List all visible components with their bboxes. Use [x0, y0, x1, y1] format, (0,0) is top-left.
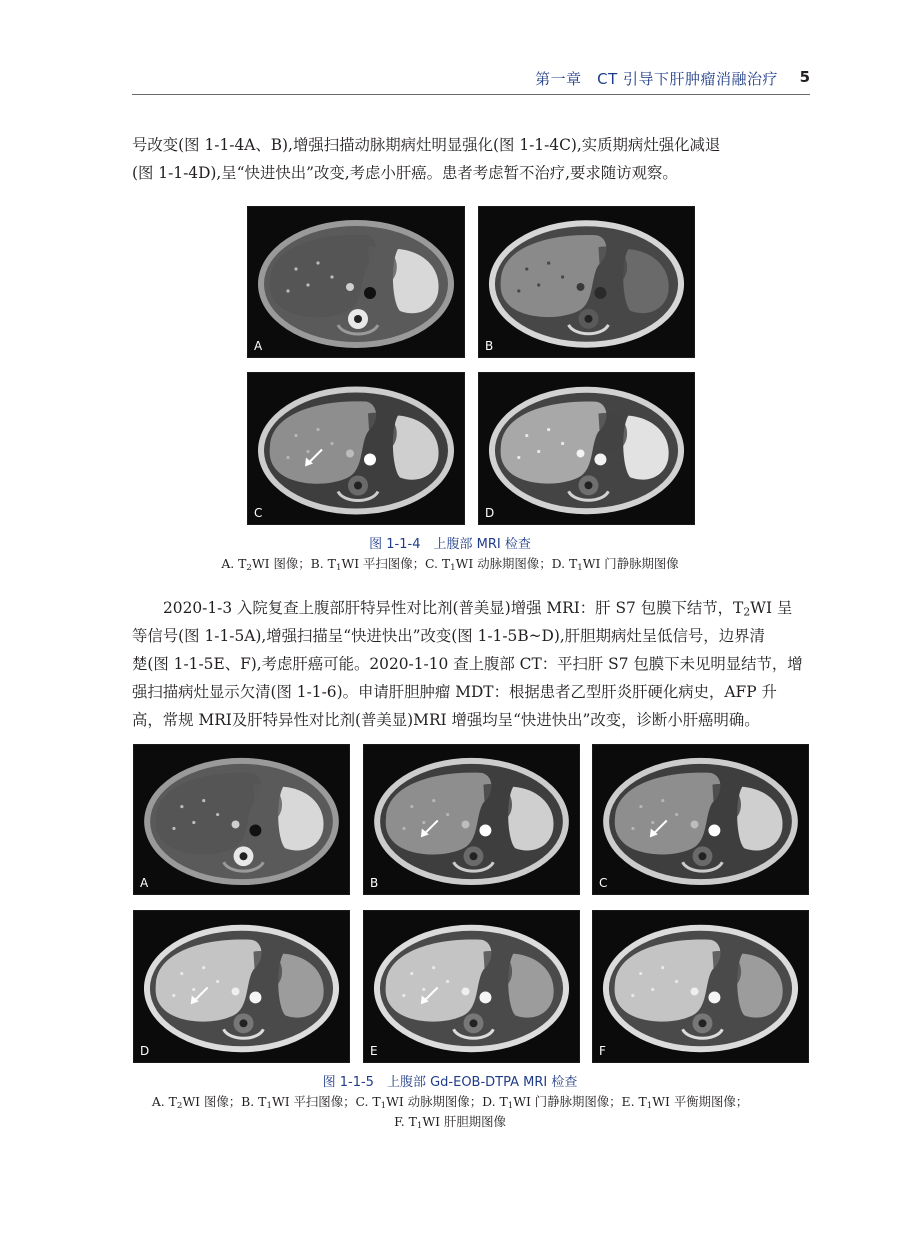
mri-slice-image [248, 373, 464, 524]
mri-panel-a [247, 206, 465, 358]
mri-panel-a [133, 744, 350, 895]
mri-slice-image [593, 745, 808, 894]
panel-letter: A [254, 339, 263, 353]
legend-line: F. $T_1WI$ 肝胆期图像 [394, 1114, 506, 1132]
mri-panel-c [247, 372, 465, 525]
mri-slice-image [364, 745, 579, 894]
chapter-title: 第一章 CT 引导下肝肿瘤消融治疗 [535, 70, 778, 88]
mri-panel-e [363, 910, 580, 1063]
mri-panel-b [478, 206, 695, 358]
header-rule [132, 94, 810, 95]
text-line: 楚(图 1-1-5E、F),考虑肝癌可能。2020-1-10 查上腹部 CT：平扫肝 S7 包膜下未见明显结节，增 [132, 655, 803, 673]
mri-slice-image [134, 745, 349, 894]
legend-line: A. $T_2WI$ 图像；B. $T_1WI$ 平扫图像；C. $T_1WI$ 动脉期图像；D. $T_1WI$ 门静脉期图像 [221, 556, 679, 574]
text-line: 号改变(图 1-1-4A、B),增强扫描动脉期病灶明显强化(图 1-1-4C),实质期病灶强化减退 [132, 136, 721, 154]
mri-slice-image [134, 911, 349, 1062]
text-line: 高，常规 MRI及肝特异性对比剂(普美显)MRI 增强均呈“快进快出”改变，诊断小肝癌明确。 [132, 711, 760, 729]
mri-slice-image [479, 373, 694, 524]
mri-slice-image [364, 911, 579, 1062]
panel-letter: D [140, 1044, 150, 1058]
running-head [0, 66, 900, 96]
page-number: 5 [799, 68, 810, 86]
figure-caption-legend [0, 1092, 900, 1132]
panel-letter: D [485, 506, 495, 520]
legend-line: A. $T_2WI$ 图像；B. $T_1WI$ 平扫图像；C. $T_1WI$ 动脉期图像；D. $T_1WI$ 门静脉期图像；E. $T_1WI$ 平衡期图像； [151, 1094, 749, 1112]
body-paragraph-1 [132, 131, 812, 187]
figure-caption-title: 图 1-1-5 上腹部 Gd-EOB-DTPA MRI 检查 [322, 1075, 578, 1090]
mri-panel-b [363, 744, 580, 895]
mri-slice-image [479, 207, 694, 357]
panel-letter: E [370, 1044, 378, 1058]
panel-letter: B [370, 876, 379, 890]
figure-caption-title: 图 1-1-4 上腹部 MRI 检查 [369, 537, 531, 552]
panel-letter: F [599, 1044, 606, 1058]
text-line: 2020-1-3 入院复查上腹部肝特异性对比剂(普美显)增强 MRI：肝 S7 包膜下结节，$T_2WI$ 呈 [163, 599, 793, 619]
panel-letter: C [599, 876, 608, 890]
text-line: 强扫描病灶显示欠清(图 1-1-6)。申请肝胆肿瘤 MDT：根据患者乙型肝炎肝硬化病史，AFP 升 [132, 683, 777, 701]
panel-letter: C [254, 506, 263, 520]
panel-letter: B [485, 339, 494, 353]
mri-panel-d [478, 372, 695, 525]
mri-slice-image [593, 911, 808, 1062]
figure-caption-legend [0, 554, 900, 574]
panel-letter: A [140, 876, 149, 890]
text-line: 等信号(图 1-1-5A),增强扫描呈“快进快出”改变(图 1-1-5B~D),肝胆期病灶呈低信号，边界清 [132, 627, 765, 645]
mri-panel-f [592, 910, 809, 1063]
mri-slice-image [248, 207, 464, 357]
body-paragraph-2 [132, 594, 812, 734]
text-line: (图 1-1-4D),呈“快进快出”改变,考虑小肝癌。患者考虑暂不治疗,要求随访观察。 [132, 164, 678, 182]
mri-panel-d [133, 910, 350, 1063]
mri-panel-c [592, 744, 809, 895]
